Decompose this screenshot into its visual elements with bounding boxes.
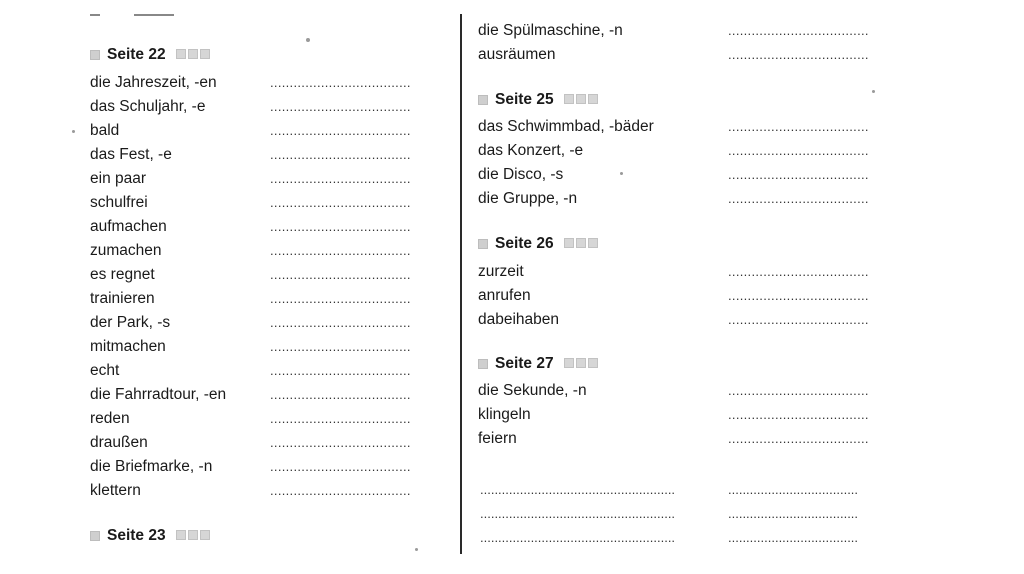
square-bullet-icon <box>90 50 100 60</box>
answer-blank: .................................... <box>270 459 411 474</box>
blank-word-line: ...................................................... <box>480 482 676 497</box>
answer-blank: .................................... <box>728 383 869 398</box>
vocab-word: das Schuljahr, -e <box>90 98 206 115</box>
answer-blank: .................................... <box>728 167 869 182</box>
scan-speck <box>415 548 418 551</box>
heading-text: Seite 25 <box>495 91 554 109</box>
heading-text: Seite 26 <box>495 235 554 253</box>
answer-blank: .................................... <box>728 23 869 38</box>
blank-answer-line: .................................... <box>728 482 859 497</box>
decorative-squares-icon <box>176 43 212 67</box>
vocab-word: trainieren <box>90 290 155 307</box>
decorative-squares-icon <box>564 352 600 376</box>
blank-word-line: ...................................................... <box>480 506 676 521</box>
square-bullet-icon <box>478 95 488 105</box>
answer-blank: .................................... <box>270 123 411 138</box>
heading-text: Seite 22 <box>107 46 166 64</box>
answer-blank: .................................... <box>270 243 411 258</box>
blank-word-line: ...................................................... <box>480 530 676 545</box>
vocab-word: mitmachen <box>90 338 166 355</box>
vocab-word: die Spülmaschine, -n <box>478 22 623 39</box>
answer-blank: .................................... <box>270 339 411 354</box>
blank-answer-line: .................................... <box>728 530 859 545</box>
vocab-word: bald <box>90 122 120 139</box>
answer-blank: .................................... <box>270 171 411 186</box>
vocab-word: klingeln <box>478 406 531 423</box>
vocab-word: anrufen <box>478 287 531 304</box>
scan-speck <box>306 38 310 42</box>
square-bullet-icon <box>478 359 488 369</box>
vocab-word: es regnet <box>90 266 155 283</box>
answer-blank: .................................... <box>270 483 411 498</box>
section-heading-seite-25 <box>478 88 600 112</box>
scan-speck <box>72 130 75 133</box>
column-divider <box>460 14 462 554</box>
vocab-word: die Disco, -s <box>478 166 564 183</box>
answer-blank: .................................... <box>728 119 869 134</box>
vocab-word: draußen <box>90 434 148 451</box>
vocab-word: der Park, -s <box>90 314 171 331</box>
answer-blank: .................................... <box>270 75 411 90</box>
vocab-word: zumachen <box>90 242 162 259</box>
answer-blank: .................................... <box>270 147 411 162</box>
answer-blank: .................................... <box>270 387 411 402</box>
decorative-squares-icon <box>564 232 600 256</box>
answer-blank: .................................... <box>728 431 869 446</box>
answer-blank: .................................... <box>270 195 411 210</box>
vocab-word: klettern <box>90 482 141 499</box>
answer-blank: .................................... <box>270 291 411 306</box>
vocab-word: das Konzert, -e <box>478 142 584 159</box>
decorative-squares-icon <box>176 524 212 548</box>
vocab-word: feiern <box>478 430 517 447</box>
answer-blank: .................................... <box>728 191 869 206</box>
vocab-word: ein paar <box>90 170 147 187</box>
heading-text: Seite 27 <box>495 355 554 373</box>
scan-speck <box>620 172 623 175</box>
vocab-word: echt <box>90 362 120 379</box>
vocab-word: das Schwimmbad, -bäder <box>478 118 654 135</box>
section-heading-seite-22 <box>90 43 212 67</box>
answer-blank: .................................... <box>728 264 869 279</box>
answer-blank: .................................... <box>728 143 869 158</box>
section-heading-seite-26 <box>478 232 600 256</box>
vocab-word: reden <box>90 410 130 427</box>
answer-blank: .................................... <box>270 363 411 378</box>
heading-text: Seite 23 <box>107 527 166 545</box>
decorative-squares-icon <box>564 88 600 112</box>
vocab-word: die Briefmarke, -n <box>90 458 213 475</box>
top-cutoff-marks <box>90 12 180 18</box>
vocab-word: schulfrei <box>90 194 148 211</box>
section-heading-seite-27 <box>478 352 600 376</box>
answer-blank: .................................... <box>270 99 411 114</box>
vocab-word: die Sekunde, -n <box>478 382 587 399</box>
square-bullet-icon <box>478 239 488 249</box>
vocab-word: aufmachen <box>90 218 167 235</box>
vocab-word: zurzeit <box>478 263 524 280</box>
answer-blank: .................................... <box>270 435 411 450</box>
answer-blank: .................................... <box>728 407 869 422</box>
vocab-word: die Gruppe, -n <box>478 190 578 207</box>
vocab-word: ausräumen <box>478 46 556 63</box>
answer-blank: .................................... <box>728 288 869 303</box>
scan-speck <box>872 90 875 93</box>
vocab-word: die Fahrradtour, -en <box>90 386 227 403</box>
section-heading-seite-23 <box>90 524 212 548</box>
answer-blank: .................................... <box>728 312 869 327</box>
answer-blank: .................................... <box>270 315 411 330</box>
vocab-word: dabeihaben <box>478 311 560 328</box>
vocab-word: das Fest, -e <box>90 146 172 163</box>
answer-blank: .................................... <box>728 47 869 62</box>
blank-answer-line: .................................... <box>728 506 859 521</box>
vocab-word: die Jahreszeit, -en <box>90 74 217 91</box>
answer-blank: .................................... <box>270 411 411 426</box>
answer-blank: .................................... <box>270 267 411 282</box>
answer-blank: .................................... <box>270 219 411 234</box>
square-bullet-icon <box>90 531 100 541</box>
